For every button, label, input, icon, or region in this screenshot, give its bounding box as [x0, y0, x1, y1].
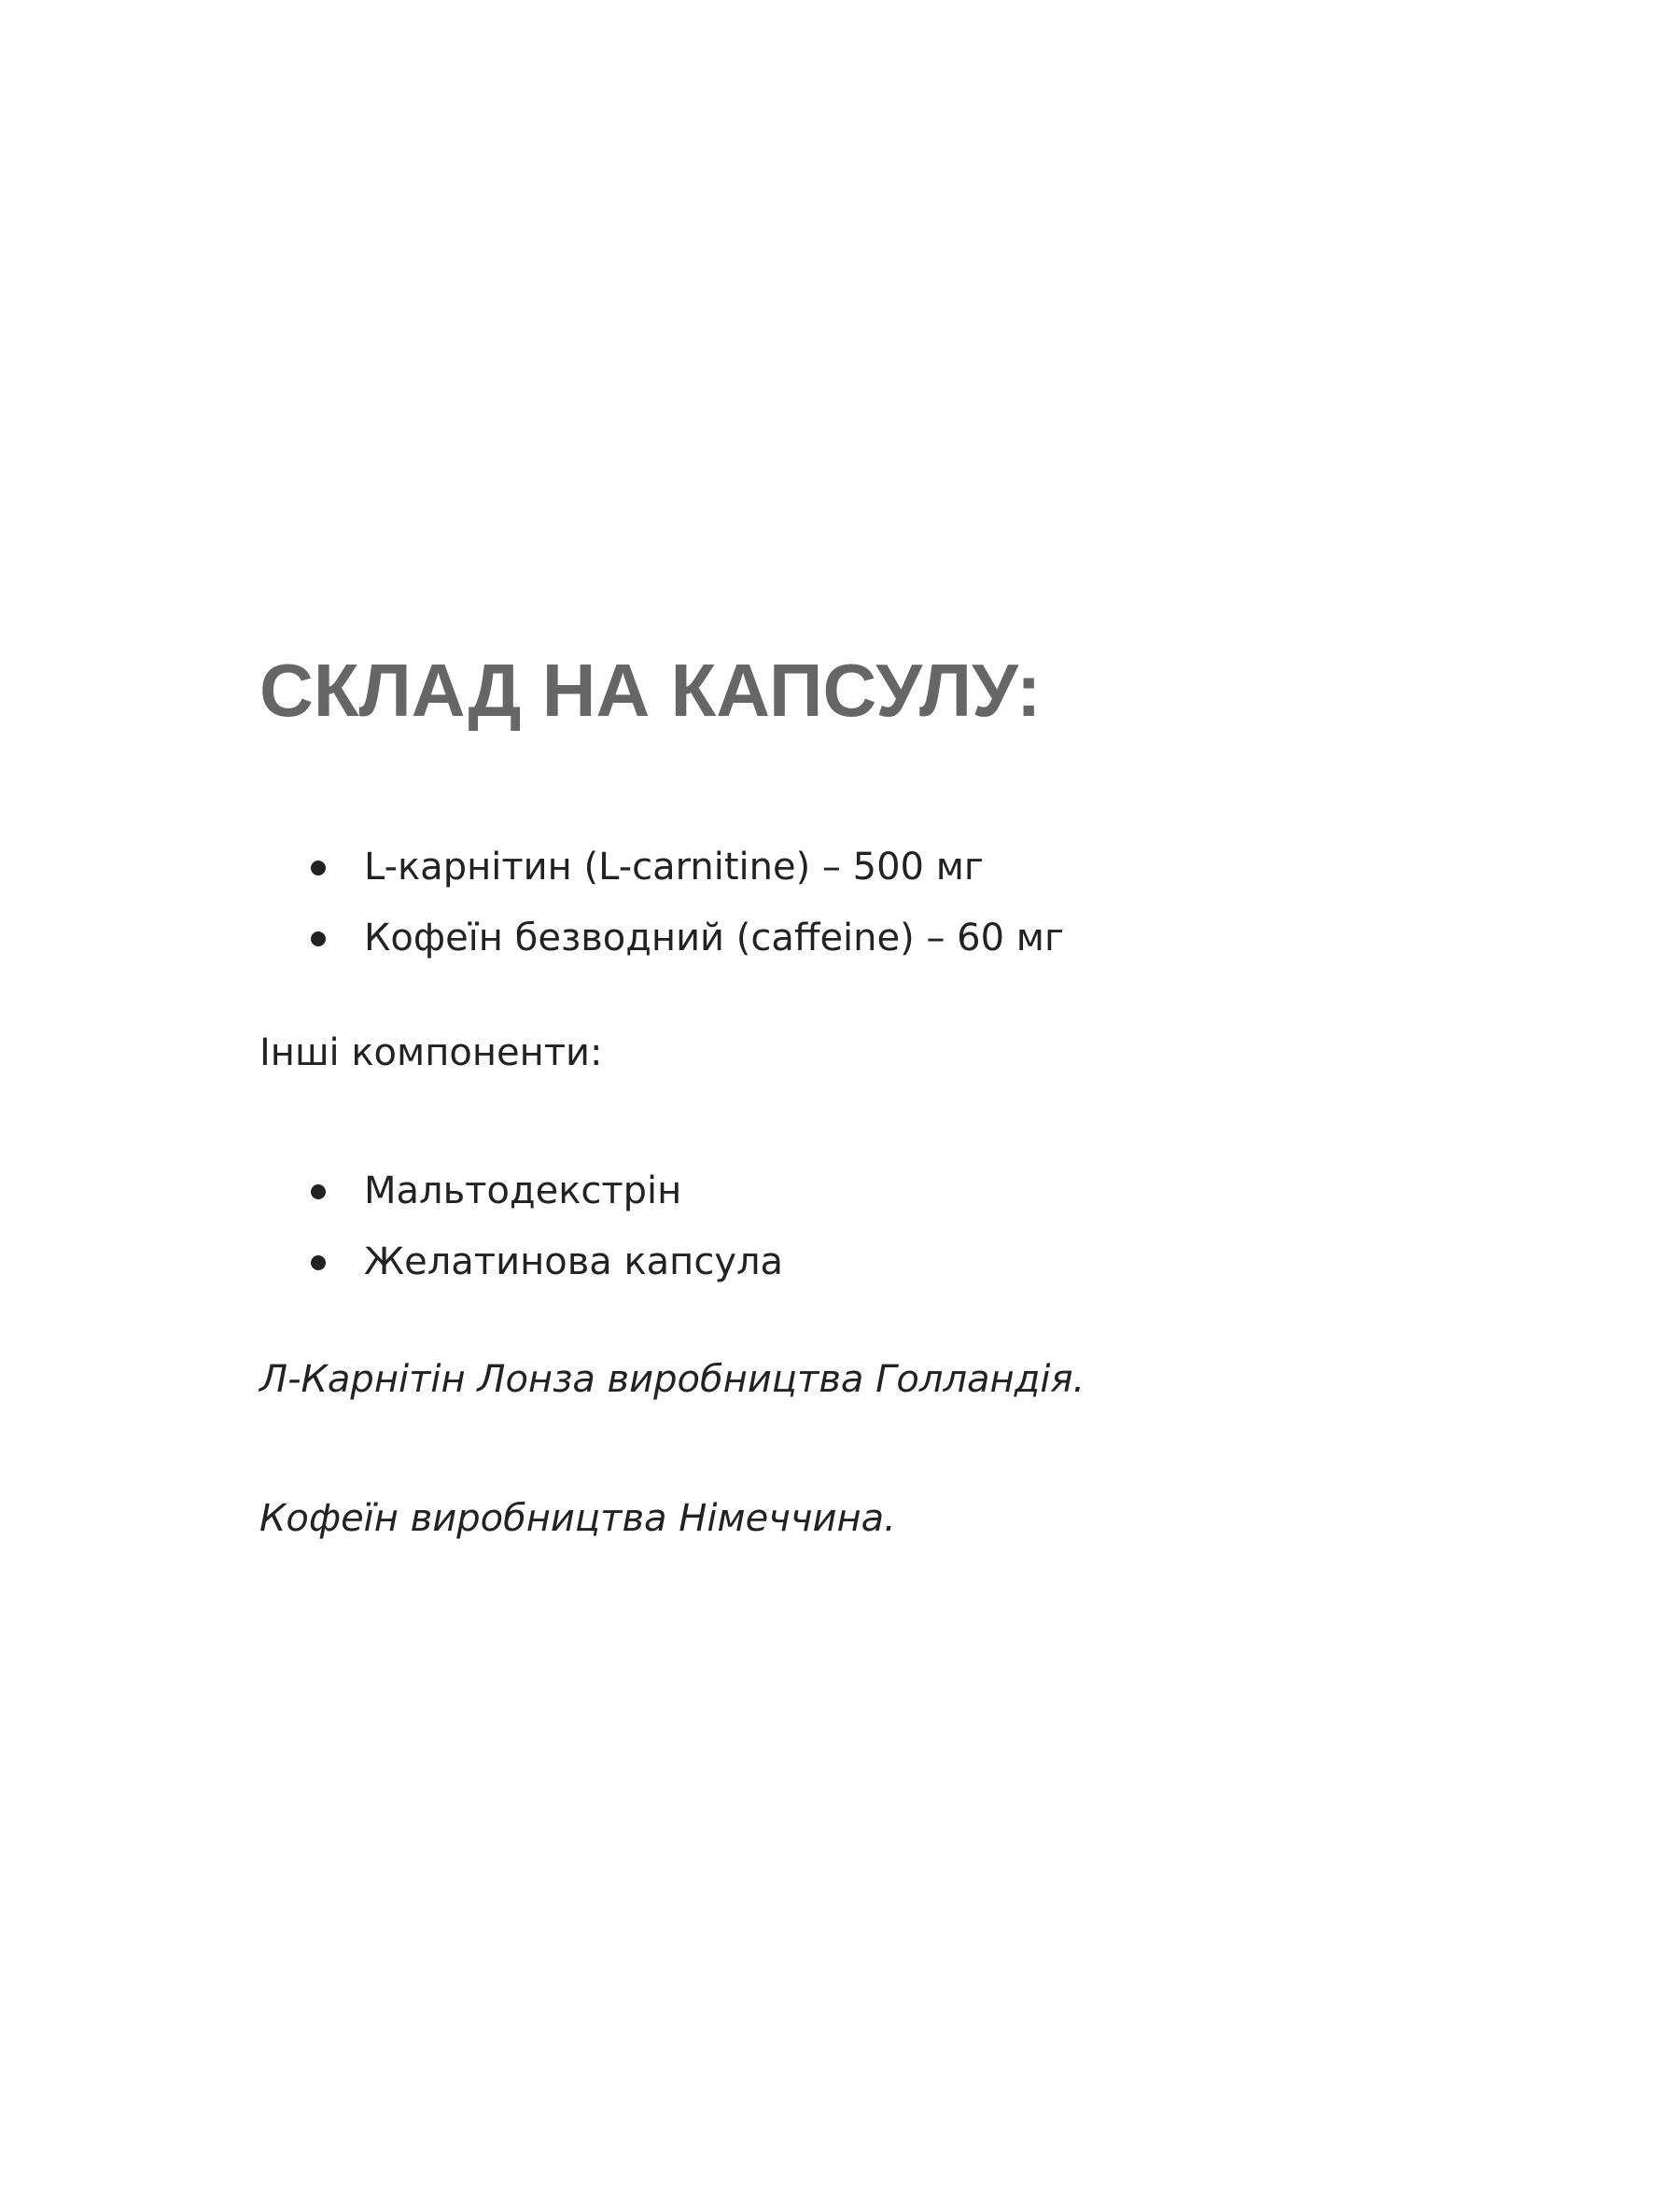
other-components-label: Інші компоненти:: [259, 1031, 603, 1074]
bullet-icon: [311, 931, 326, 946]
origin-note-carnitine: Л-Карнітін Лонза виробництва Голландія.: [259, 1358, 1085, 1401]
main-ingredients-list: [259, 832, 1064, 973]
origin-note-caffeine: Кофеїн виробництва Німеччина.: [259, 1497, 896, 1540]
ingredient-text: Кофеїн безводний (caffeine) – 60 мг: [364, 917, 1064, 959]
ingredient-text: L-карнітин (L-carnitine) – 500 мг: [364, 846, 984, 889]
list-item: [259, 832, 1064, 903]
composition-title: СКЛАД НА КАПСУЛУ:: [259, 649, 1042, 732]
ingredient-text: Мальтодекстрін: [364, 1169, 682, 1212]
ingredient-text: Желатинова капсула: [364, 1240, 784, 1283]
other-ingredients-list: [259, 1155, 783, 1297]
bullet-icon: [311, 861, 326, 875]
list-item: [259, 903, 1064, 973]
list-item: [259, 1226, 783, 1297]
list-item: [259, 1155, 783, 1226]
bullet-icon: [311, 1184, 326, 1199]
bullet-icon: [311, 1255, 326, 1270]
